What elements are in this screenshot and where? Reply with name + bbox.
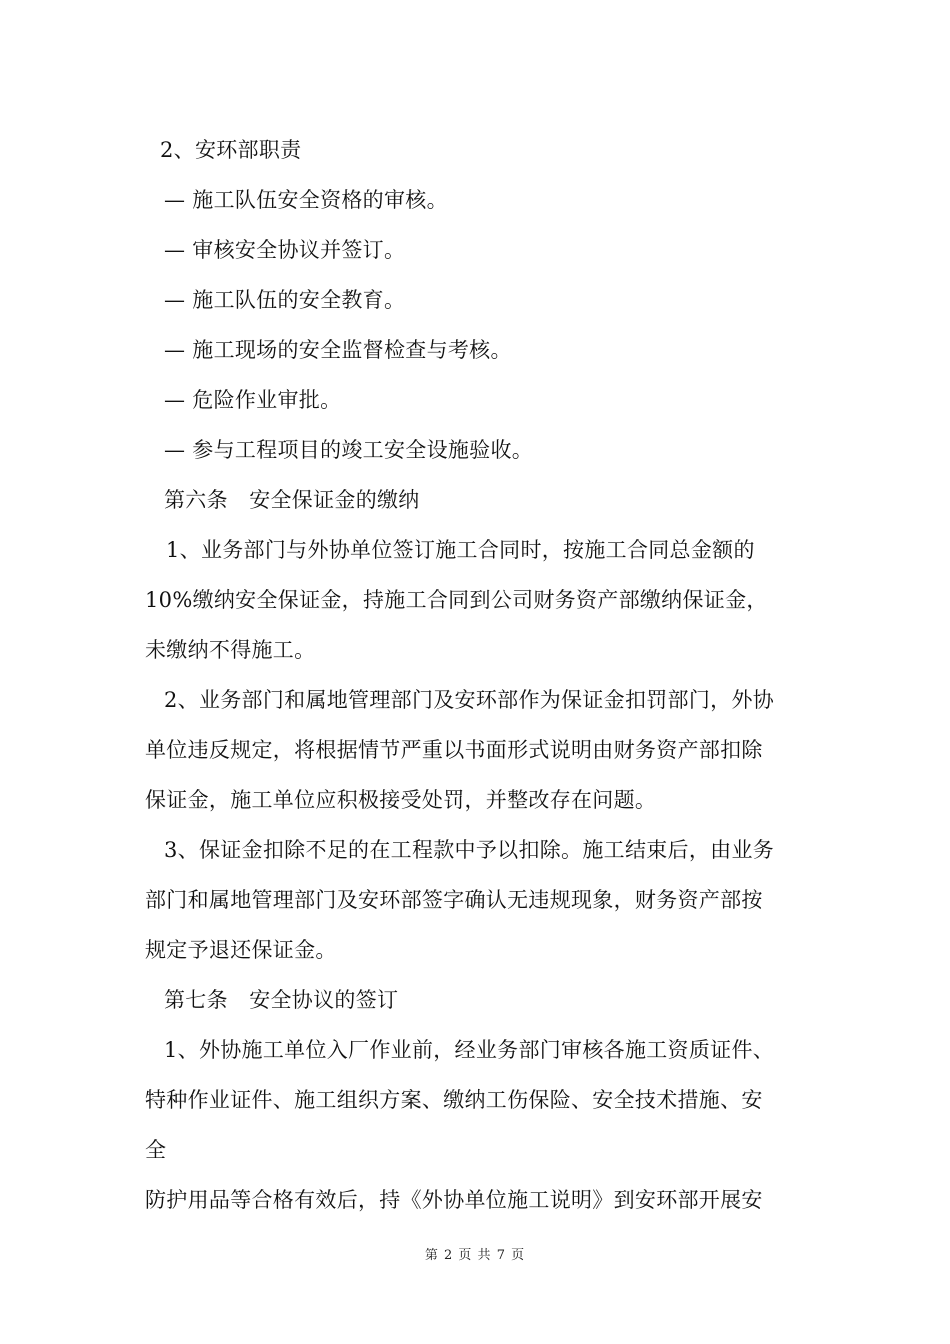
duty-item: — 危险作业审批。 <box>164 388 342 412</box>
paragraph-line: 1、外协施工单位入厂作业前，经业务部门审核各施工资质证件、 <box>164 1038 775 1062</box>
duty-item: — 审核安全协议并签订。 <box>164 238 406 262</box>
duty-item: — 施工队伍安全资格的审核。 <box>164 188 448 212</box>
paragraph-line: 单位违反规定，将根据情节严重以书面形式说明由财务资产部扣除 <box>145 738 763 762</box>
duty-item: — 施工现场的安全监督检查与考核。 <box>164 338 512 362</box>
paragraph-line: 部门和属地管理部门及安环部签字确认无违规现象，财务资产部按 <box>145 888 763 912</box>
paragraph-line: 规定予退还保证金。 <box>145 938 337 962</box>
duty-item: — 参与工程项目的竣工安全设施验收。 <box>164 438 534 462</box>
paragraph-line: 3、保证金扣除不足的在工程款中予以扣除。施工结束后，由业务 <box>164 838 775 862</box>
paragraph-line: 2、业务部门和属地管理部门及安环部作为保证金扣罚部门，外协 <box>164 688 775 712</box>
paragraph-line: 1、业务部门与外协单位签订施工合同时，按施工合同总金额的 <box>166 538 755 562</box>
paragraph-line: 保证金，施工单位应积极接受处罚，并整改存在问题。 <box>145 788 657 812</box>
section-heading-anhuan-duties: 2、安环部职责 <box>160 138 302 162</box>
duty-item: — 施工队伍的安全教育。 <box>164 288 406 312</box>
page-number-footer: 第 2 页 共 7 页 <box>424 1248 526 1263</box>
paragraph-line: 特种作业证件、施工组织方案、缴纳工伤保险、安全技术措施、安 <box>145 1088 763 1112</box>
paragraph-line: 防护用品等合格有效后，持《外协单位施工说明》到安环部开展安 <box>145 1188 763 1212</box>
paragraph-line: 未缴纳不得施工。 <box>145 638 316 662</box>
article-seven-heading: 第七条 安全协议的签订 <box>164 988 399 1012</box>
article-six-heading: 第六条 安全保证金的缴纳 <box>164 488 420 512</box>
paragraph-line: 全 <box>145 1138 167 1162</box>
paragraph-line: 10%缴纳安全保证金，持施工合同到公司财务资产部缴纳保证金， <box>145 588 768 612</box>
